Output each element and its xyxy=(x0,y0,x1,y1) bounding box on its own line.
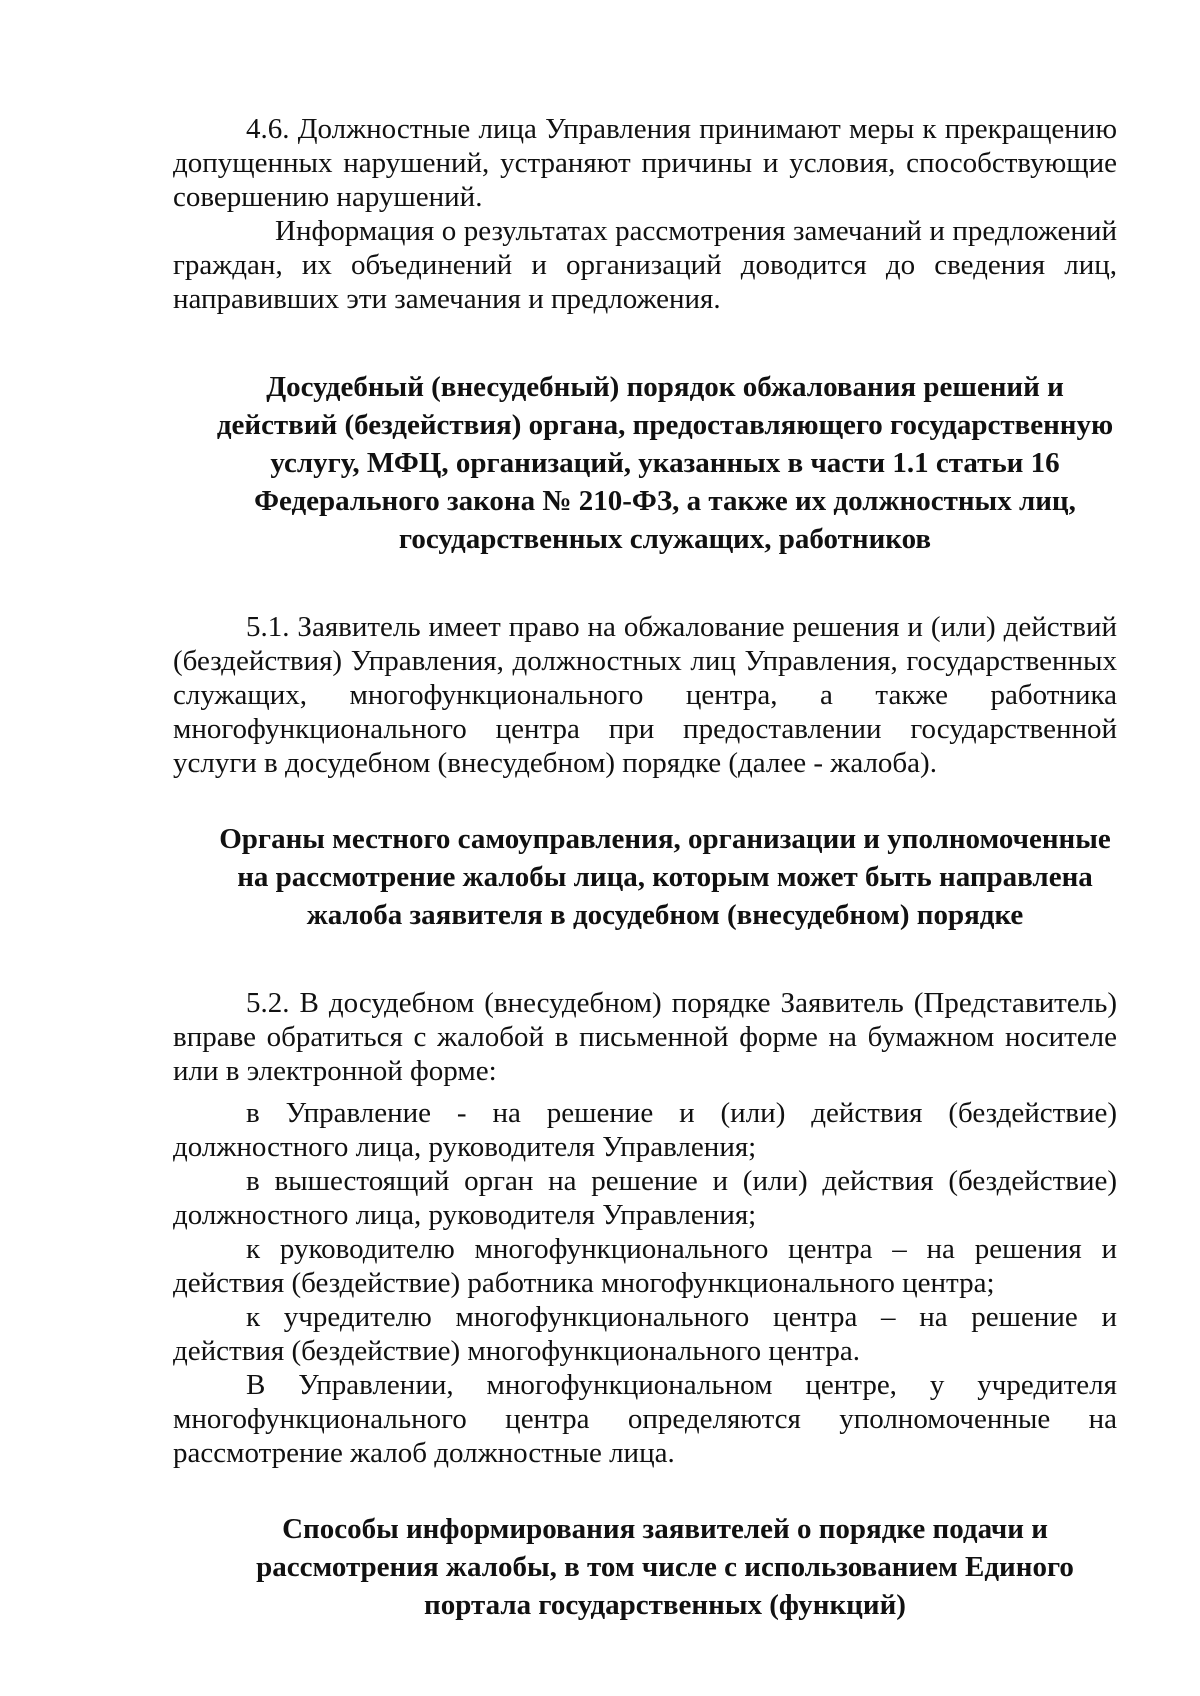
paragraph-4-6: 4.6. Должностные лица Управления принимают меры к прекращению допущенных нарушений, устраняют причины и условия, способствующие совершению нарушений. xyxy=(173,113,1117,213)
paragraph-authorized-officials: В Управлении, многофункциональном центре, у учредителя многофункционального центра определяются уполномоченные на рассмотрение жалоб должностные лица. xyxy=(173,1369,1117,1469)
section-heading-pretrial-appeal: Досудебный (внесудебный) порядок обжалования решений и действий (бездействия) органа, предоставляющего государственную услугу, МФЦ, организаций, указанных в части 1.1 статьи 16 Федерального закона № 210-ФЗ, а также их должностных лиц, государственных служащих, работников xyxy=(216,371,1114,555)
document-page xyxy=(173,112,1117,1624)
paragraph-info-results: Информация о результатах рассмотрения замечаний и предложений граждан, их объединений и организаций доводится до сведения лиц, направивших эти замечания и предложения. xyxy=(173,215,1117,315)
section-heading-complaint-bodies: Органы местного самоуправления, организации и уполномоченные на рассмотрение жалобы лица, которым может быть направлена жалоба заявителя в досудебном (внесудебном) порядке xyxy=(219,823,1111,931)
list-item-mfc-founder: к учредителю многофункционального центра – на решение и действия (бездействие) многофункционального центра. xyxy=(173,1301,1117,1367)
paragraph-5-1: 5.1. Заявитель имеет право на обжалование решения и (или) действий (бездействия) Управления, должностных лиц Управления, государственных служащих, многофункционального центра, а также работника многофункционального центра при предоставлении государственной услуги в досудебном (внесудебном) порядке (далее - жалоба). xyxy=(173,611,1117,779)
list-item-higher-body: в вышестоящий орган на решение и (или) действия (бездействие) должностного лица, руководителя Управления; xyxy=(173,1165,1117,1231)
list-item-management: в Управление - на решение и (или) действия (бездействие) должностного лица, руководителя Управления; xyxy=(173,1097,1117,1163)
paragraph-5-2: 5.2. В досудебном (внесудебном) порядке Заявитель (Представитель) вправе обратиться с жалобой в письменной форме на бумажном носителе или в электронной форме: xyxy=(173,987,1117,1087)
section-heading-informing-methods: Способы информирования заявителей о порядке подачи и рассмотрения жалобы, в том числе с использованием Единого портала государственных (функций) xyxy=(256,1513,1074,1621)
list-item-mfc-head: к руководителю многофункционального центра – на решения и действия (бездействие) работника многофункционального центра; xyxy=(173,1233,1117,1299)
